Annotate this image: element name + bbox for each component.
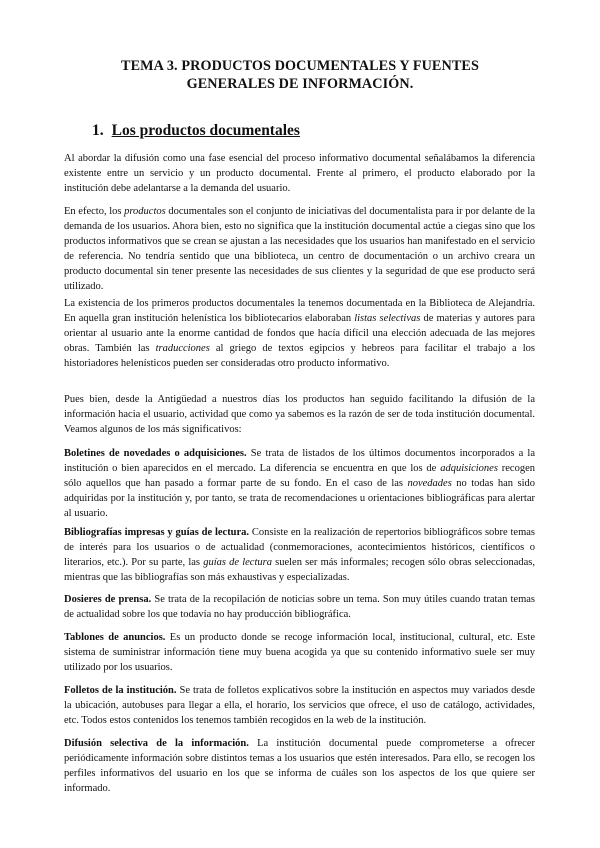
term-heading: Difusión selectiva de la información. [64,738,249,749]
paragraph-bibliografias [64,526,535,586]
paragraph-intro [64,152,535,197]
text-run: En efecto, los [64,206,125,217]
term-heading: Bibliografías impresas y guías de lectura. [64,527,250,538]
section-heading [92,122,300,140]
section-title: Los productos documentales [111,122,300,139]
paragraph-folletos [64,684,535,729]
text-run: recogen sólo aquellos que han pasado a formar parte de su fondo. En el caso de las [64,462,536,489]
paragraph-alejandria [64,297,535,372]
text-run: no todas han sido adquiridas por la institución y, por tanto, se trata de recomendaciones u orientaciones bibliográficas para alertar al usuario. [64,477,536,519]
paragraph-difusion [64,737,535,797]
text-run: documentales son el conjunto de iniciativas del documentalista para ir por delante de la demanda de los usuarios. Ahora bien, esto no significa que la institución documental actúe a ciegas sino que los productos informativos que se crean se ajustan a las necesidades que los usuarios han manifestado en el servicio de referencia. No tendría sentido que una biblioteca, un centro de documentación o un archivo creara un producto documental sin tener presente las necesidades de sus clientes y la seguridad de que ese producto será utilizado. [64,206,535,292]
term-heading: Folletos de la institución. [64,685,177,696]
emphasis-text: listas selectivas [354,312,421,324]
emphasis-text: guías de lectura [203,556,272,568]
page-title [90,57,510,93]
text-run: de materias y autores para orientar al usuario ante la enorme cantidad de fondos que hacía difícil una elección adecuada de las mejores obras. También las [64,312,535,354]
emphasis-text: novedades [407,477,452,489]
term-heading: Tablones de anuncios. [64,632,166,643]
text-run: La institución documental puede comprometerse a ofrecer periódicamente información sobre distintos temas a los usuarios que estén interesados. Para ello, se recogen los perfiles informativos del usuario en los que se informa de cuáles son los aspectos de los que quiere ser informado. [64,738,535,794]
title-line-1: TEMA 3. PRODUCTOS DOCUMENTALES Y FUENTES [121,58,479,74]
text-run: Consiste en la realización de repertorios bibliográficos sobre temas de interés para los usuarios o de actualidad (conmemoraciones, acontecimientos históricos, científicos o literarios, etc.). Por su parte, las [64,527,535,568]
paragraph-antiguedad [64,393,535,438]
title-line-2: GENERALES DE INFORMACIÓN. [186,76,414,92]
text-run: Se trata de la recopilación de noticias sobre un tema. Son muy útiles cuando tratan temas de actualidad sobre los que todavía no hay producción bibliográfica. [64,594,535,620]
paragraph-text: Pues bien, desde la Antigüedad a nuestros días los productos han seguido facilitando la difusión de la información hacia el usuario, actividad que como ya sabemos es la razón de ser de toda institución documental. Veamos algunos de los más significativos: [64,394,535,435]
text-run: al griego de textos egipcios y hebreos para facilitar el trabajo a los historiadores helenísticos pueden ser consideradas otro producto informativo. [64,342,535,369]
term-heading: Boletines de novedades o adquisiciones. [64,448,247,459]
emphasis-text: traducciones [155,342,210,354]
emphasis-text: adquisiciones [440,462,498,474]
paragraph-productos [64,205,535,294]
term-heading: Dosieres de prensa. [64,594,152,605]
text-run: suelen ser más informales; recogen sólo obras seleccionadas, mientras que las bibliografías son más exhaustivas y especializadas. [64,556,536,583]
section-number: 1. [92,122,104,139]
paragraph-text: Al abordar la difusión como una fase esencial del proceso informativo documental señalábamos la diferencia existente entre un servicio y un producto documental. Frente al primero, el producto elaborado por la institución debe adelantarse a la demanda del usuario. [64,153,535,194]
text-run: La existencia de los primeros productos documentales la tenemos documentada en la Biblioteca de Alejandría. En aquella gran institución helenística los bibliotecarios elaboraban [64,298,535,324]
paragraph-tablones [64,631,535,676]
text-run: Se trata de listados de los últimos documentos incorporados a la institución o bien aparecidos en el mercado. La diferencia se encuentra en que los de [64,448,535,474]
paragraph-boletines [64,447,535,522]
text-run: Es un producto donde se recoge información local, institucional, cultural, etc. Este sistema de suministrar información tiene muy buena acogida ya que su contenido informativo suele ser muy utilizado por los usuarios. [64,632,535,673]
emphasis-text: productos [124,206,166,217]
paragraph-dosieres [64,593,535,623]
text-run: Se trata de folletos explicativos sobre la institución en aspectos muy variados desde la ubicación, autobuses para llegar a ella, el horario, los servicios que ofrece, el uso de catálogo, actividades, etc. Todos estos contenidos los tenemos también recogidos en la web de la institución. [64,685,536,726]
